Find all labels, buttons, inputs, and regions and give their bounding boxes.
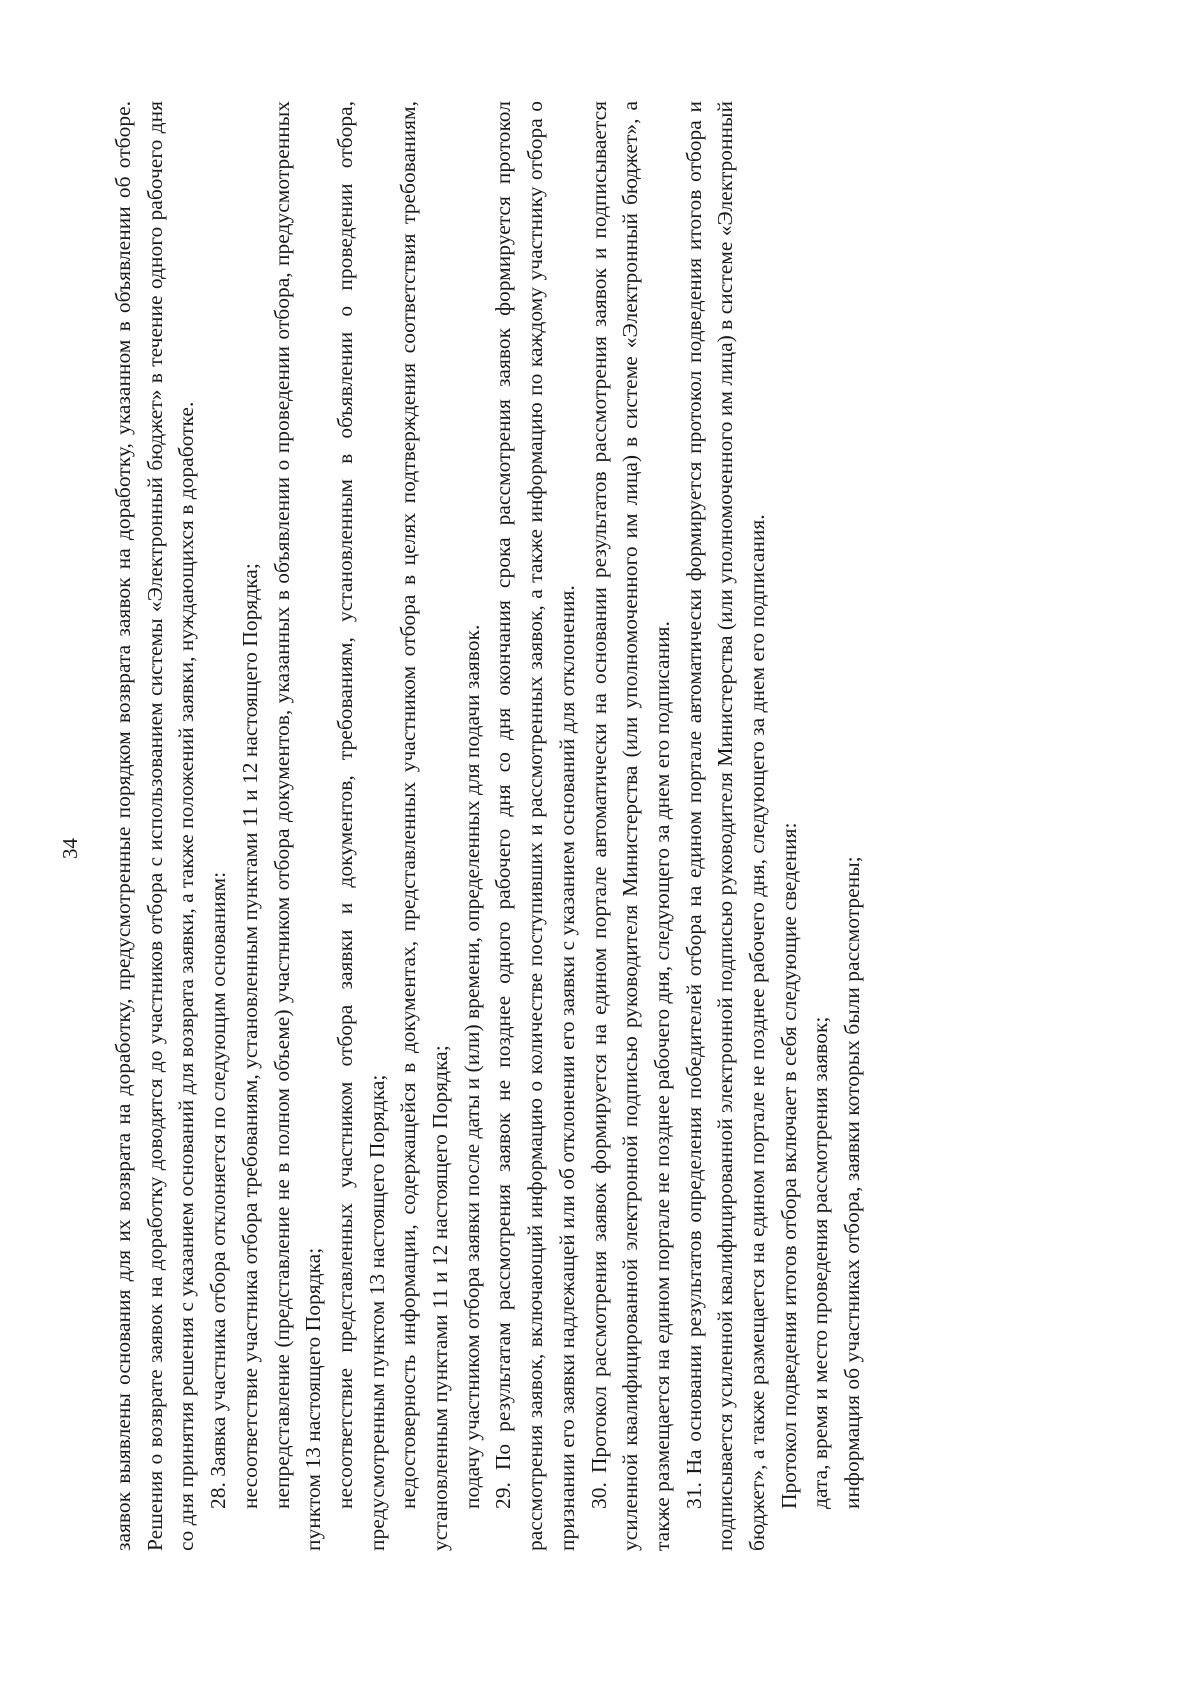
paragraph-return-decisions: заявок выявлены основания для их возврата на доработку, предусмотренные порядком возврата заявок на доработку, указанном в объявлении об отборе. Решения о возврате заявок на доработку доводятся до участников отбора с использованием системы «Электронный бюджет» в течение одного рабочего дня со дня принятия решения с указанием оснований для возврата заявки, а также положений заявки, нуждающихся в доработке. [111,101,199,1551]
paragraph-protocol-contents: Протокол подведения итогов отбора включает в себя следующие сведения: [776,822,801,1509]
paragraph-31-results-protocol: 31. На основании результатов определения победителей отбора на едином портале автоматически формируется протокол подведения итогов отбора и подписывается усиленной квалифицированной электронной подписью руководителя Министерства (или уполномоченного им лица) в системе «Электронный бюджет», а также размещается на едином портале не позднее рабочего дня, следующего за днем его подписания. [681,101,770,1551]
paragraph-30-protocol-signing: 30. Протокол рассмотрения заявок формируется на едином портале автоматически на основании результатов рассмотрения заявок и подписывается усиленной квалифицированной электронной подписью руководителя Министерства (или уполномоченного им лица) в системе «Электронный бюджет», а также размещается на едином портале не позднее рабочего дня, следующего за днем его подписания. [586,101,674,1551]
list-item-documents-noncompliance: несоответствие представленных участником отбора заявки и документов, требованиям, установленным в объявлении о проведении отбора, предусмотренным пунктом 13 настоящего Порядка; [332,101,389,1551]
paragraph-29-review-protocol: 29. По результатам рассмотрения заявок не позднее одного рабочего дня со дня окончания срока рассмотрения заявок формируется протокол рассмотрения заявок, включающий информацию о количестве поступивших и рассмотренных заявок, а также информацию по каждому участнику отбора о признании его заявки надлежащей или об отклонении его заявки с указанием оснований для отклонения. [491,101,579,1551]
list-item-unreliable-information: недостоверность информации, содержащейся в документах, представленных участником отбора в целях подтверждения соответствия требованиям, установленным пунктами 11 и 12 настоящего Порядка; [396,101,453,1551]
list-item-participants-info: информация об участниках отбора, заявки которых были рассмотрены; [840,856,865,1509]
paragraph-28-rejection-grounds: 28. Заявка участника отбора отклоняется по следующим основаниям: [206,871,231,1509]
list-item-date-time-place: дата, время и место проведения рассмотрения заявок; [808,1016,833,1509]
document-body [108,101,869,1551]
list-item-noncompliance-participant: несоответствие участника отбора требованиям, установленным пунктами 11 и 12 настоящего Порядка; [237,563,262,1509]
list-item-documents-not-provided: непредставление (представление не в полном объеме) участником отбора документов, указанных в объявлении о проведении отбора, предусмотренных пунктом 13 настоящего Порядка; [269,101,326,1551]
page-number: 34 [58,838,82,859]
list-item-late-submission: подачу участником отбора заявки после даты и (или) времени, определенных для подачи заявок. [459,624,484,1509]
